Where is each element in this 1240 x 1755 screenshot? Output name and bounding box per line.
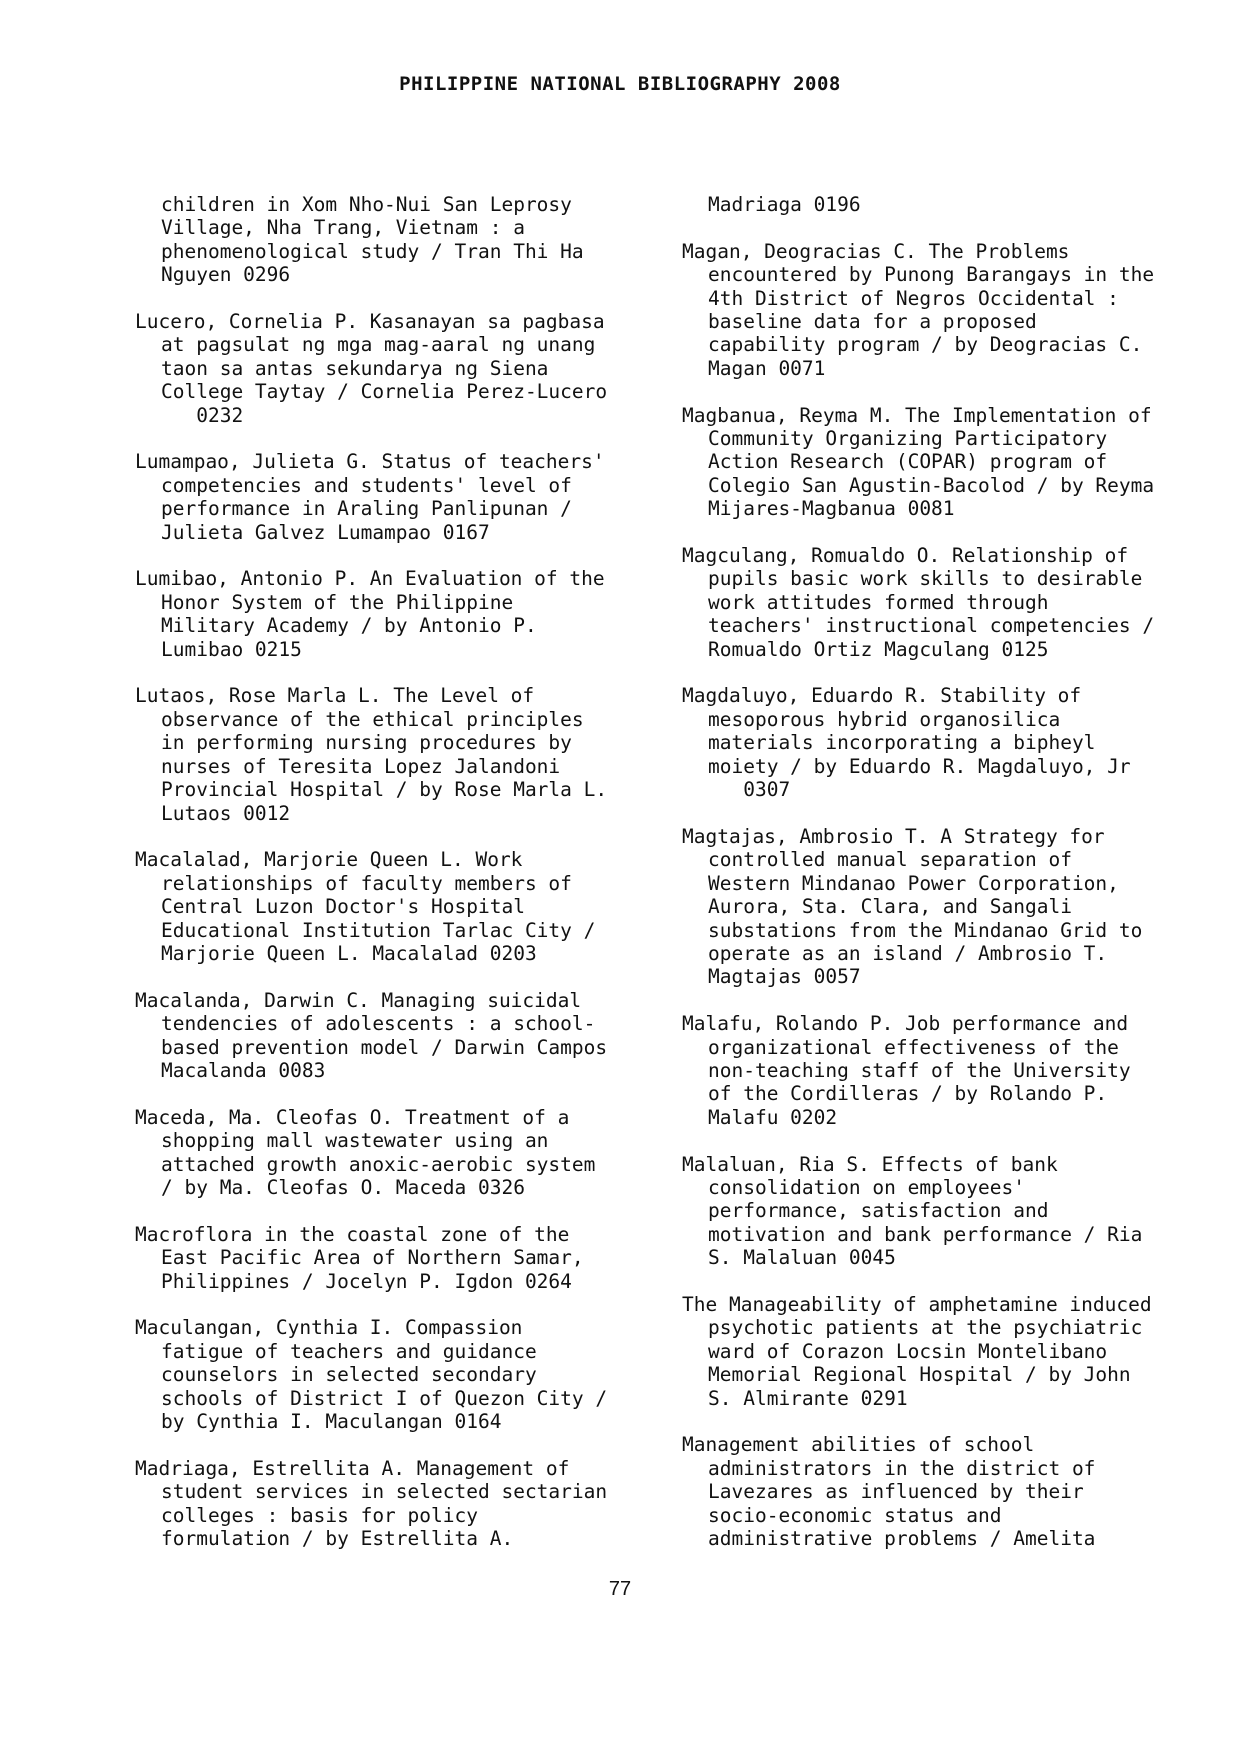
bibliography-entry: Lutaos, Rose Marla L. The Level of observance of the ethical principles in performing nursing procedures by nurses of Teresita Lopez Jalandoni Provincial Hospital / by Rose Marla L. Lutaos 0012: [135, 684, 608, 825]
bibliography-entry: Maculangan, Cynthia I. Compassion fatigue of teachers and guidance counselors in selected secondary schools of District I of Quezon City / by Cynthia I. Maculangan 0164: [135, 1316, 608, 1433]
bibliography-entry: Madriaga, Estrellita A. Management of student services in selected sectarian colleges : basis for policy formulation / by Estrellita A.: [135, 1456, 608, 1550]
bibliography-entry: Lumampao, Julieta G. Status of teachers' competencies and students' level of performance in Araling Panlipunan / Julieta Galvez Lumampao 0167: [135, 450, 605, 544]
bibliography-entry: Maceda, Ma. Cleofas O. Treatment of a shopping mall wastewater using an attached growth anoxic-aerobic system / by Ma. Cleofas O. Maceda 0326: [135, 1105, 596, 1199]
bibliography-entry: Magbanua, Reyma M. The Implementation of Community Organizing Participatory Action Research (COPAR) program of Colegio San Agustin-Bacolod / by Reyma Mijares-Magbanua 0081: [682, 403, 1155, 521]
left-column: [135, 193, 675, 1574]
bibliography-entry: Management abilities of school administrators in the district of Lavezares as influenced by their socio-economic status and administrative problems / Amelita: [682, 1433, 1096, 1551]
bibliography-entry: Lucero, Cornelia P. Kasanayan sa pagbasa at pagsulat ng mga mag-aaral ng unang taon sa antas sekundarya ng Siena College Taytay / Cornelia Perez-Lucero 0232: [135, 310, 608, 427]
right-column: [682, 193, 1222, 1574]
bibliography-entry: Madriaga 0196: [708, 193, 861, 216]
bibliography-entry: Magan, Deogracias C. The Problems encountered by Punong Barangays in the 4th District of Negros Occidental : baseline data for a proposed capability program / by Deogracias C. Magan 0071: [682, 239, 1155, 380]
bibliography-entry: Malafu, Rolando P. Job performance and organizational effectiveness of the non-teaching staff of the University of the Cordilleras / by Rolando P. Malafu 0202: [682, 1012, 1131, 1129]
bibliography-entry: children in Xom Nho-Nui San Leprosy Village, Nha Trang, Vietnam : a phenomenological study / Tran Thi Ha Nguyen 0296: [161, 193, 584, 287]
bibliography-entry: Magdaluyo, Eduardo R. Stability of mesoporous hybrid organosilica materials incorporating a bipheyl moiety / by Eduardo R. Magdaluyo, Jr 0307: [682, 684, 1131, 802]
page-title: PHILIPPINE NATIONAL BIBLIOGRAPHY 2008: [399, 73, 841, 95]
page-number: 77: [608, 1578, 632, 1600]
bibliography-entry: Magculang, Romualdo O. Relationship of pupils basic work skills to desirable work attitudes formed through teachers' instructional competencies / Romualdo Ortiz Magculang 0125: [682, 544, 1155, 661]
bibliography-entry: The Manageability of amphetamine induced psychotic patients at the psychiatric ward of Corazon Locsin Montelibano Memorial Regional Hospital / by John S. Almirante 0291: [682, 1292, 1152, 1410]
bibliography-entry: Malaluan, Ria S. Effects of bank consolidation on employees' performance, satisfaction and motivation and bank performance / Ria S. Malaluan 0045: [682, 1152, 1143, 1270]
bibliography-entry: Macalanda, Darwin C. Managing suicidal tendencies of adolescents : a school- based prevention model / Darwin Campos Macalanda 0083: [135, 988, 608, 1082]
bibliography-entry: Macalalad, Marjorie Queen L. Work relationships of faculty members of Central Luzon Doctor's Hospital Educational Institution Tarlac City / Marjorie Queen L. Macalalad 0203: [135, 848, 596, 965]
bibliography-entry: Magtajas, Ambrosio T. A Strategy for controlled manual separation of Western Mindanao Power Corporation, Aurora, Sta. Clara, and Sangali substations from the Mindanao Grid to operate as an island / Ambrosio T. Magtajas 0057: [682, 824, 1143, 989]
bibliography-entry: Macroflora in the coastal zone of the East Pacific Area of Northern Samar, Philippines / Jocelyn P. Igdon 0264: [135, 1222, 584, 1293]
bibliography-entry: Lumibao, Antonio P. An Evaluation of the Honor System of the Philippine Military Academy / by Antonio P. Lumibao 0215: [135, 567, 605, 661]
